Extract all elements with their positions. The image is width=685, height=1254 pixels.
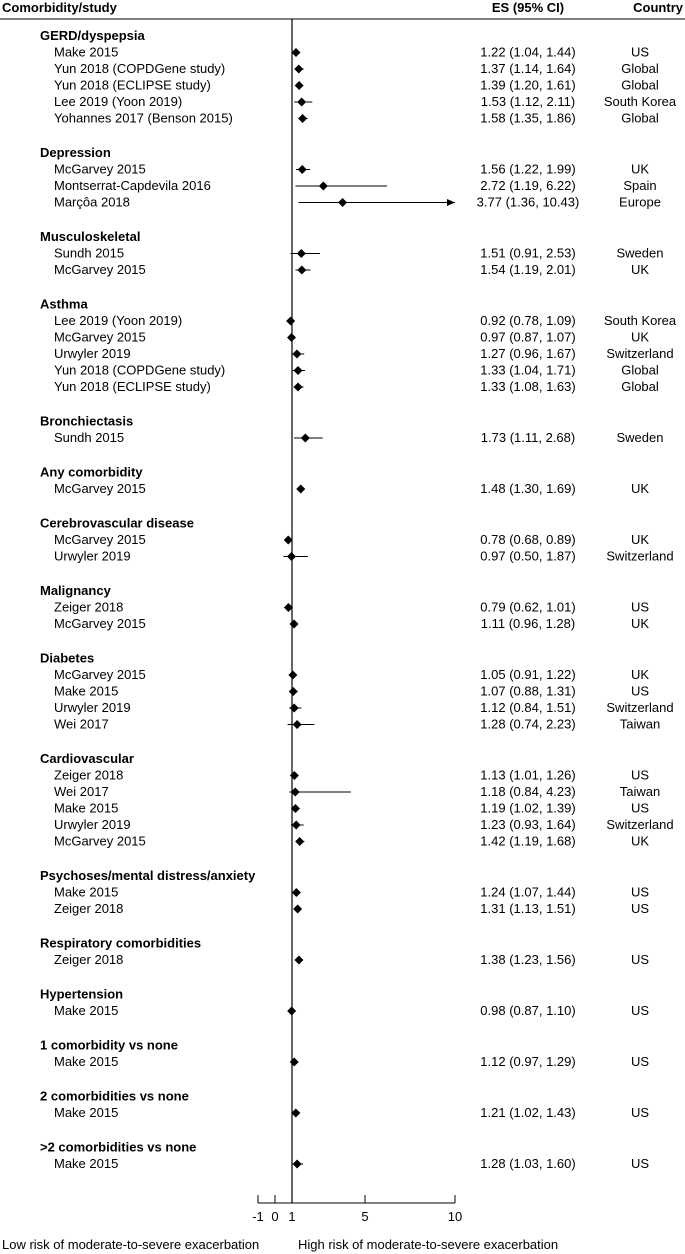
country-label: UK	[630, 481, 650, 496]
country-label: US	[630, 1003, 650, 1018]
country-label: Sweden	[616, 245, 664, 261]
country-label: Switzerland	[606, 817, 674, 832]
group-label: Diabetes	[40, 650, 95, 666]
study-label: Make 2015	[54, 1054, 119, 1069]
study-label: Sundh 2015	[54, 245, 125, 261]
es-label: 1.33 (1.04, 1.71)	[480, 362, 576, 378]
country-label: Taiwan	[619, 784, 661, 799]
group-label: 2 comorbidities vs none	[40, 1088, 189, 1104]
country-label: Taiwan	[619, 716, 661, 732]
study-label: Yun 2018 (COPDGene study)	[54, 61, 226, 76]
point-estimate	[292, 821, 301, 830]
header-es: ES (95% CI)	[491, 0, 565, 15]
country-label: US	[630, 1105, 650, 1120]
study-label: Make 2015	[54, 800, 119, 816]
point-estimate	[296, 485, 305, 494]
point-estimate	[297, 266, 306, 275]
country-label: US	[630, 901, 650, 916]
group-label: Asthma	[40, 296, 88, 312]
country-label: Global	[621, 77, 659, 93]
country-label: US	[630, 884, 650, 900]
study-label: Montserrat-Capdevila 2016	[54, 178, 211, 193]
group-label: Psychoses/mental distress/anxiety	[40, 868, 256, 883]
tick-label: 1	[288, 1209, 296, 1224]
point-estimate	[293, 1160, 302, 1169]
study-label: McGarvey 2015	[54, 616, 146, 631]
group-label: >2 comorbidities vs none	[40, 1139, 197, 1155]
es-label: 1.53 (1.12, 2.11)	[480, 94, 576, 109]
es-label: 1.54 (1.19, 2.01)	[480, 262, 576, 277]
es-label: 1.38 (1.23, 1.56)	[480, 952, 576, 967]
country-label: Global	[621, 61, 659, 76]
x-axis	[252, 19, 462, 1224]
study-label: McGarvey 2015	[54, 329, 146, 345]
es-label: 1.56 (1.22, 1.99)	[480, 161, 576, 177]
ci-arrow	[447, 199, 455, 206]
xlabel-right: High risk of moderate-to-severe exacerbation	[298, 1237, 559, 1252]
tick-label: -1	[252, 1209, 264, 1224]
es-label: 1.42 (1.19, 1.68)	[480, 833, 576, 849]
point-estimate	[292, 48, 301, 57]
point-estimate	[294, 65, 303, 74]
study-label: Marçôa 2018	[54, 194, 130, 210]
es-label: 0.97 (0.50, 1.87)	[480, 548, 576, 564]
study-label: Urwyler 2019	[54, 817, 131, 832]
es-label: 1.23 (0.93, 1.64)	[480, 817, 576, 832]
study-label: Wei 2017	[54, 784, 109, 799]
country-label: UK	[630, 262, 650, 277]
point-estimate	[290, 1058, 299, 1067]
tick-label: 0	[271, 1209, 279, 1224]
country-label: UK	[630, 833, 650, 849]
country-label: Global	[621, 110, 659, 126]
study-label: Make 2015	[54, 683, 119, 699]
country-label: US	[630, 599, 650, 615]
group-label: Cerebrovascular disease	[40, 515, 194, 531]
country-label: Spain	[623, 178, 657, 193]
country-label: South Korea	[603, 94, 677, 109]
es-label: 0.98 (0.87, 1.10)	[480, 1003, 576, 1018]
es-label: 1.22 (1.04, 1.44)	[480, 44, 576, 60]
group-label: 1 comorbidity vs none	[40, 1037, 178, 1053]
group-label: Hypertension	[40, 986, 124, 1002]
country-label: UK	[630, 532, 650, 547]
study-label: Urwyler 2019	[54, 700, 131, 715]
country-label: Global	[621, 379, 659, 394]
point-estimate	[290, 620, 299, 629]
es-label: 1.19 (1.02, 1.39)	[480, 800, 576, 816]
point-estimate	[290, 704, 299, 713]
study-label: McGarvey 2015	[54, 532, 146, 547]
study-label: McGarvey 2015	[54, 833, 146, 849]
point-estimate	[298, 114, 307, 123]
tick-label: 5	[361, 1209, 369, 1224]
es-label: 1.11 (0.96, 1.28)	[480, 616, 576, 631]
country-label: UK	[630, 616, 650, 631]
es-label: 1.33 (1.08, 1.63)	[480, 379, 576, 394]
study-label: Sundh 2015	[54, 430, 125, 445]
country-label: US	[630, 800, 650, 816]
study-label: Urwyler 2019	[54, 548, 131, 564]
es-label: 0.78 (0.68, 0.89)	[480, 532, 576, 547]
forest-rows	[40, 28, 677, 1171]
study-label: Zeiger 2018	[54, 767, 124, 783]
point-estimate	[294, 366, 303, 375]
es-label: 1.39 (1.20, 1.61)	[480, 77, 576, 93]
es-label: 1.05 (0.91, 1.22)	[480, 667, 576, 682]
es-label: 1.27 (0.96, 1.67)	[480, 346, 576, 361]
country-label: UK	[630, 329, 650, 345]
es-label: 1.48 (1.30, 1.69)	[480, 481, 576, 496]
point-estimate	[288, 671, 297, 680]
study-label: Yun 2018 (ECLIPSE study)	[54, 77, 211, 93]
country-label: Sweden	[616, 430, 664, 445]
study-label: Yohannes 2017 (Benson 2015)	[54, 110, 233, 126]
point-estimate	[301, 434, 310, 443]
group-label: Cardiovascular	[40, 751, 134, 766]
header-study: Comorbidity/study	[2, 0, 117, 15]
group-label: Musculoskeletal	[40, 229, 141, 244]
es-label: 0.97 (0.87, 1.07)	[480, 329, 576, 345]
es-label: 1.21 (1.02, 1.43)	[480, 1105, 576, 1120]
group-label: Bronchiectasis	[40, 413, 134, 429]
study-label: McGarvey 2015	[54, 262, 146, 277]
study-label: Zeiger 2018	[54, 901, 124, 916]
group-label: Any comorbidity	[40, 464, 143, 480]
es-label: 1.51 (0.91, 2.53)	[480, 245, 576, 261]
xlabel-left: Low risk of moderate-to-severe exacerbation	[2, 1237, 260, 1252]
study-label: Make 2015	[54, 1156, 119, 1171]
group-label: Malignancy	[40, 583, 111, 598]
country-label: South Korea	[603, 313, 677, 328]
es-label: 1.73 (1.11, 2.68)	[480, 430, 576, 445]
point-estimate	[289, 687, 298, 696]
study-label: Yun 2018 (COPDGene study)	[54, 362, 226, 378]
es-label: 1.18 (0.84, 4.23)	[480, 784, 576, 799]
country-label: Switzerland	[606, 700, 674, 715]
tick-label: 10	[447, 1209, 463, 1224]
study-label: Make 2015	[54, 1105, 119, 1120]
es-label: 1.24 (1.07, 1.44)	[480, 884, 576, 900]
country-label: UK	[630, 161, 650, 177]
country-label: US	[630, 952, 650, 967]
country-label: Global	[621, 362, 659, 378]
study-label: Lee 2019 (Yoon 2019)	[54, 94, 183, 109]
point-estimate	[293, 720, 302, 729]
country-label: UK	[630, 667, 650, 682]
es-label: 0.79 (0.62, 1.01)	[480, 599, 576, 615]
point-estimate	[295, 81, 304, 90]
es-label: 2.72 (1.19, 6.22)	[480, 178, 576, 193]
group-label: Respiratory comorbidities	[40, 935, 202, 951]
point-estimate	[291, 1109, 300, 1118]
point-estimate	[298, 165, 307, 174]
country-label: US	[630, 767, 650, 783]
point-estimate	[294, 956, 303, 965]
study-label: Yun 2018 (ECLIPSE study)	[54, 379, 211, 394]
study-label: Wei 2017	[54, 716, 109, 732]
es-label: 1.13 (1.01, 1.26)	[480, 767, 576, 783]
study-label: Make 2015	[54, 1003, 119, 1018]
es-label: 1.31 (1.13, 1.51)	[480, 901, 576, 916]
point-estimate	[338, 198, 347, 207]
es-label: 3.77 (1.36, 10.43)	[476, 194, 580, 210]
es-label: 1.07 (0.88, 1.31)	[480, 683, 576, 699]
point-estimate	[292, 350, 301, 359]
point-estimate	[292, 888, 301, 897]
point-estimate	[295, 837, 304, 846]
country-label: Switzerland	[606, 548, 674, 564]
study-label: Make 2015	[54, 884, 119, 900]
country-label: US	[630, 683, 650, 699]
group-label: Depression	[40, 145, 111, 160]
country-label: US	[630, 44, 650, 60]
point-estimate	[319, 182, 328, 191]
study-label: Urwyler 2019	[54, 346, 131, 361]
header-country: Country	[633, 0, 683, 15]
study-label: Zeiger 2018	[54, 952, 124, 967]
point-estimate	[297, 249, 306, 258]
study-label: McGarvey 2015	[54, 481, 146, 496]
study-label: Zeiger 2018	[54, 599, 124, 615]
country-label: US	[630, 1054, 650, 1069]
point-estimate	[286, 317, 295, 326]
study-label: Make 2015	[54, 44, 119, 60]
point-estimate	[293, 905, 302, 914]
group-label: GERD/dyspepsia	[40, 28, 145, 43]
es-label: 1.12 (0.97, 1.29)	[480, 1054, 576, 1069]
point-estimate	[297, 98, 306, 107]
study-label: McGarvey 2015	[54, 161, 146, 177]
es-label: 1.58 (1.35, 1.86)	[480, 110, 576, 126]
es-label: 1.28 (1.03, 1.60)	[480, 1156, 576, 1171]
country-label: Europe	[619, 194, 661, 210]
es-label: 1.28 (0.74, 2.23)	[480, 716, 576, 732]
country-label: US	[630, 1156, 650, 1171]
es-label: 0.92 (0.78, 1.09)	[480, 313, 576, 328]
es-label: 1.12 (0.84, 1.51)	[480, 700, 576, 715]
point-estimate	[294, 383, 303, 392]
country-label: Switzerland	[606, 346, 674, 361]
study-label: Lee 2019 (Yoon 2019)	[54, 313, 183, 328]
es-label: 1.37 (1.14, 1.64)	[480, 61, 576, 76]
point-estimate	[290, 771, 299, 780]
study-label: McGarvey 2015	[54, 667, 146, 682]
